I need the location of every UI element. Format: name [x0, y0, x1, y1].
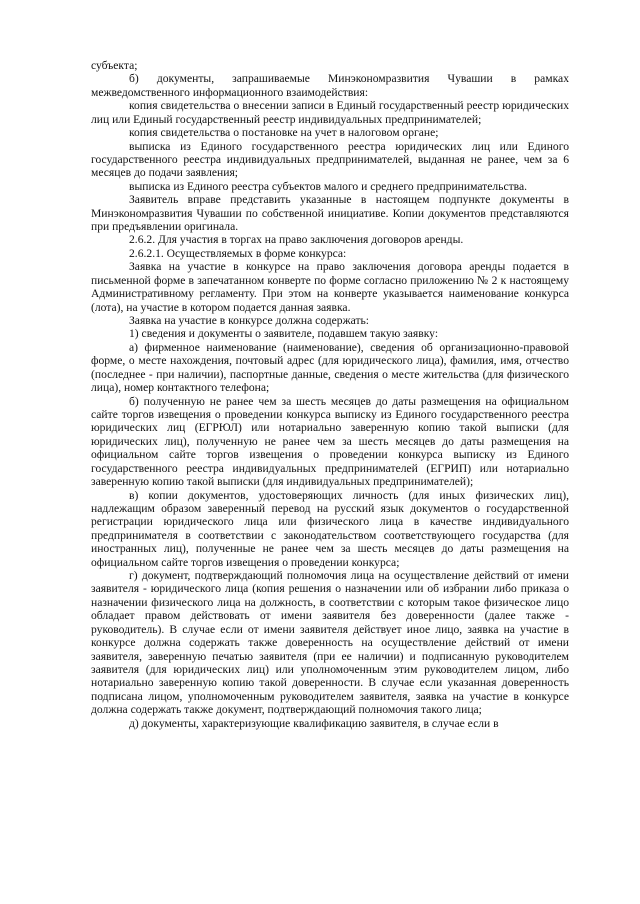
paragraph: Заявитель вправе представить указанные в настоящем подпункте документы в Минэкономразвития Чувашии по собственной инициативе. Копии документов представляются при предъявлении оригинала.	[91, 193, 569, 234]
paragraph: копия свидетельства о постановке на учет в налоговом органе;	[129, 126, 439, 140]
list-item: б) полученную не ранее чем за шесть месяцев до даты размещения на официальном сайте торгов извещения о проведении конкурса выписку из Единого государственного реестра юридических лиц (ЕГРЮЛ) или нотариально заверенную копию такой выписки (для юридических лиц), полученную не ранее чем за шесть месяцев до даты размещения на официальном сайте торгов извещения о проведении конкурса выписку из Единого государственного реестра индивидуальных предпринимателей (ЕГРИП) или нотариально заверенную копию такой выписки (для индивидуальных предпринимателей);	[91, 394, 569, 489]
paragraph: б) документы, запрашиваемые Минэкономразвития Чувашии в рамках межведомственного информационного взаимодействия:	[91, 72, 569, 99]
paragraph: копия свидетельства о внесении записи в Единый государственный реестр юридических лиц или Единый государственный реестр индивидуальных предпринимателей;	[91, 99, 569, 126]
paragraph: выписка из Единого государственного реестра юридических лиц или Единого государственного реестра индивидуальных предпринимателей, выданная не ранее, чем за 6 месяцев до подачи заявления;	[91, 139, 569, 180]
list-item: в) копии документов, удостоверяющих личность (для иных физических лиц), надлежащим образом заверенный перевод на русский язык документов о государственной регистрации юридического лица или физического лица в качестве индивидуального предпринимателя в соответствии с законодательством соответствующего государства (для иностранных лиц), полученные не ранее чем за шесть месяцев до даты размещения на официальном сайте торгов извещения о проведении конкурса;	[91, 488, 569, 569]
list-item: г) документ, подтверждающий полномочия лица на осуществление действий от имени заявителя - юридического лица (копия решения о назначении или об избрании либо приказа о назначении физического лица на должность, в соответствии с которым такое физическое лицо обладает правом действовать от имени заявителя без доверенности (далее также - руководитель). В случае если от имени заявителя действует иное лицо, заявка на участие в конкурсе должна содержать также доверенность на осуществление действий от имени заявителя, заверенную печатью заявителя (при ее наличии) и подписанную руководителем заявителя (для юридических лиц) или уполномоченным этим руководителем лицом, либо нотариально заверенную копию такой доверенности. В случае если указанная доверенность подписана лицом, уполномоченным руководителем заявителя, заявка на участие в конкурсе должна содержать также документ, подтверждающий полномочия такого лица;	[91, 569, 569, 717]
document-page	[91, 59, 569, 730]
paragraph: Заявка на участие в конкурсе на право заключения договора аренды подается в письменной форме в запечатанном конверте по форме согласно приложению № 2 к настоящему Административному регламенту. При этом на конверте указывается наименование конкурса (лота), на участие в котором подается данная заявка.	[91, 260, 569, 314]
paragraph: Заявка на участие в конкурсе должна содержать:	[129, 314, 370, 328]
section-heading: 2.6.2. Для участия в торгах на право заключения договоров аренды.	[129, 233, 464, 247]
paragraph: выписка из Единого реестра субъектов малого и среднего предпринимательства.	[129, 179, 528, 193]
paragraph: субъекта;	[91, 59, 138, 72]
subsection-heading: 2.6.2.1. Осуществляемых в форме конкурса:	[129, 246, 347, 260]
list-item: а) фирменное наименование (наименование), сведения об организационно-правовой форме, о месте нахождения, почтовый адрес (для юридического лица), фамилия, имя, отчество (последнее - при наличии), паспортные данные, сведения о месте жительства (для физического лица), номер контактного телефона;	[91, 340, 569, 395]
list-item: д) документы, характеризующие квалификацию заявителя, в случае если в	[129, 716, 499, 730]
list-item: 1) сведения и документы о заявителе, подавшем такую заявку:	[129, 327, 439, 341]
